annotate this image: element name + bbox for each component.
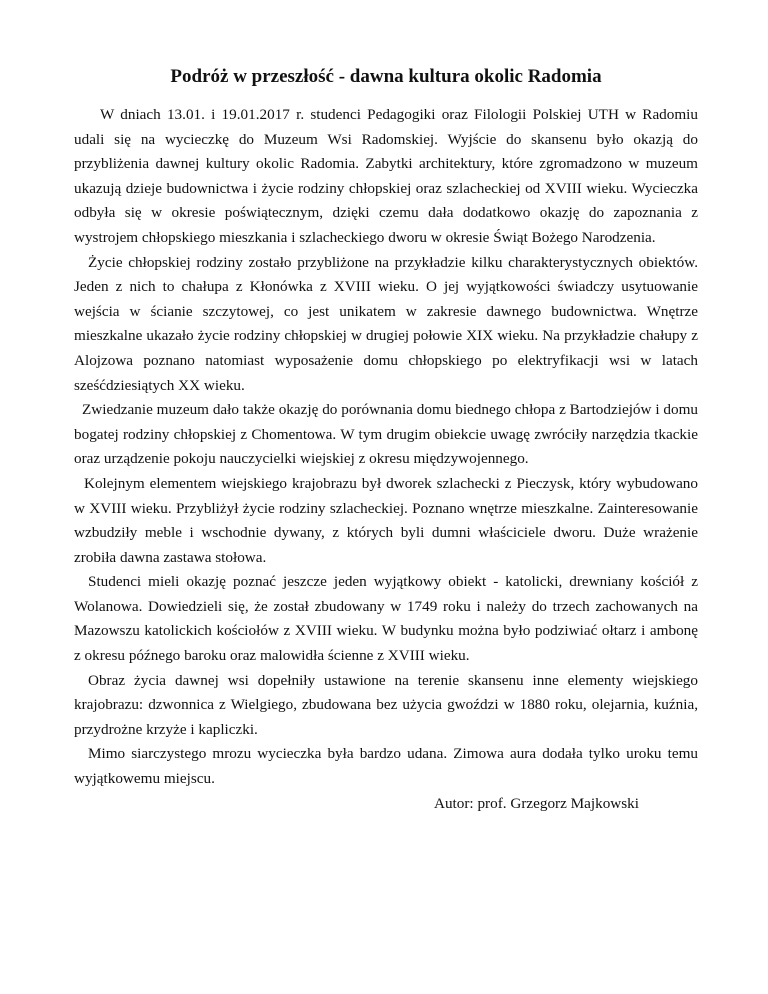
- document-title: Podróż w przeszłość - dawna kultura okolic Radomia: [170, 66, 602, 87]
- paragraph-5: Studenci mieli okazję poznać jeszcze jeden wyjątkowy obiekt - katolicki, drewniany kościół z Wolanowa. Dowiedzieli się, że został zbudowany w 1749 roku i należy do trzech zachowanych na Mazowszu katolickich kościołów z XVIII wieku. W budynku można było podziwiać ołtarz i ambonę z okresu późnego baroku oraz malowidła ścienne z XVIII wieku.: [74, 573, 698, 665]
- paragraph-1: W dniach 13.01. i 19.01.2017 r. studenci Pedagogiki oraz Filologii Polskiej UTH w Radomiu udali się na wycieczkę do Muzeum Wsi Radomskiej. Wyjście do skansenu było okazją do przybliżenia dawnej kultury okolic Radomia. Zabytki architektury, które zgromadzono w muzeum ukazują dzieje budownictwa i życie rodziny chłopskiej oraz szlacheckiej od XVIII wieku. Wycieczka odbyła się w okresie poświątecznym, dzięki czemu dała dodatkowo okazję do zapoznania z wystrojem chłopskiego mieszkania i szlacheckiego dworu w okresie Świąt Bożego Narodzenia.: [74, 106, 698, 246]
- paragraph-2: Życie chłopskiej rodziny zostało przybliżone na przykładzie kilku charakterystycznych obiektów. Jeden z nich to chałupa z Kłonówka z XVIII wieku. O jej wyjątkowości świadczy usytuowanie wejścia w ścianie szczytowej, co jest unikatem w zakresie dawnego budownictwa. Wnętrze mieszkalne ukazało życie rodziny chłopskiej w drugiej połowie XIX wieku. Na przykładzie chałupy z Alojzowa poznano natomiast wyposażenie domu chłopskiego po elektryfikacji wsi w latach sześćdziesiątych XX wieku.: [74, 253, 698, 394]
- paragraph-6: Obraz życia dawnej wsi dopełniły ustawione na terenie skansenu inne elementy wiejskiego krajobrazu: dzwonnica z Wielgiego, zbudowana bez użycia gwoździ w 1880 roku, olejarnia, kuźnia, przydrożne krzyże i kapliczki.: [74, 671, 698, 738]
- paragraph-7: Mimo siarczystego mrozu wycieczka była bardzo udana. Zimowa aura dodała tylko uroku temu wyjątkowemu miejscu.: [74, 745, 698, 788]
- document-page: [74, 62, 698, 816]
- paragraph-3: Zwiedzanie muzeum dało także okazję do porównania domu biednego chłopa z Bartodziejów i domu bogatej rodziny chłopskiej z Chomentowa. W tym drugim obiekcie uwagę zwróciły narzędzia tkackie oraz urządzenie pokoju nauczycielki wiejskiej z okresu międzywojennego.: [74, 401, 698, 468]
- author-line: Autor: prof. Grzegorz Majkowski: [434, 794, 639, 812]
- paragraph-4: Kolejnym elementem wiejskiego krajobrazu był dworek szlachecki z Pieczysk, który wybudowano w XVIII wieku. Przybliżył życie rodziny szlacheckiej. Poznano wnętrze mieszkalne. Zainteresowanie wzbudziły meble i wschodnie dywany, z których byli dumni właściciele dworu. Duże wrażenie zrobiła dawna zastawa stołowa.: [74, 474, 698, 566]
